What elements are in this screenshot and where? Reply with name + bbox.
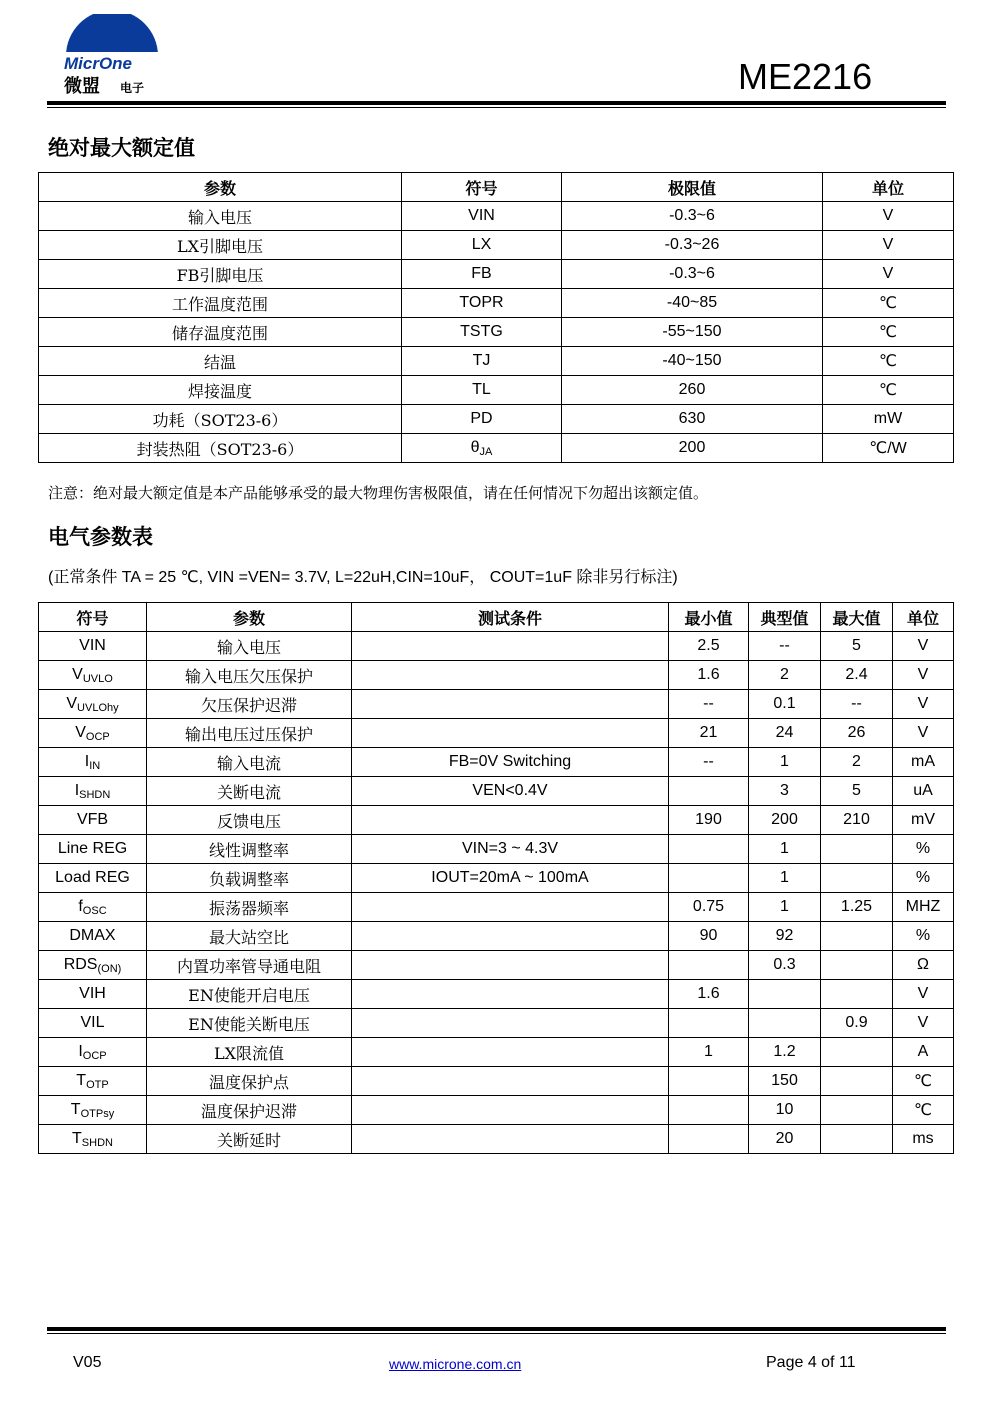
- company-logo: [62, 14, 162, 98]
- abs-max-row: [39, 434, 954, 463]
- elec-row: [39, 748, 954, 777]
- elec-row: [39, 951, 954, 980]
- elec-header-param: 参数: [147, 603, 352, 632]
- elec-typ-cell: 92: [749, 922, 821, 951]
- abs-value-cell: -40~85: [562, 289, 823, 318]
- abs-max-title: 绝对最大额定值: [48, 136, 195, 160]
- elec-symbol-cell-subscript: (ON): [97, 962, 122, 975]
- abs-symbol-cell-base: VIN: [468, 207, 495, 224]
- elec-typ-cell: 3: [749, 777, 821, 806]
- abs-symbol-cell: [402, 434, 562, 463]
- elec-header-typ: 典型值: [749, 603, 821, 632]
- abs-symbol-cell: [402, 376, 562, 405]
- logo-latin-text: MicrOne: [64, 54, 133, 73]
- elec-max-cell: [821, 922, 893, 951]
- elec-conditions: (正常条件 TA = 25 ℃, VIN =VEN= 3.7V, L=22uH,CIN=10uF， COUT=1uF 除非另行标注): [48, 569, 678, 586]
- elec-symbol-cell-subscript: OTP: [86, 1078, 109, 1091]
- elec-condition-cell: [352, 1125, 669, 1154]
- elec-row: [39, 1125, 954, 1154]
- elec-unit-cell: %: [893, 922, 954, 951]
- elec-symbol-cell-base: I: [74, 781, 80, 799]
- elec-param-cell: 内置功率管导通电阻: [147, 951, 352, 980]
- elec-row: [39, 864, 954, 893]
- elec-symbol-cell: [39, 806, 147, 835]
- abs-symbol-cell: [402, 289, 562, 318]
- abs-param-cell: 工作温度范围: [39, 289, 402, 318]
- elec-symbol-cell-base: T: [72, 1129, 82, 1147]
- elec-symbol-cell: [39, 1067, 147, 1096]
- abs-symbol-cell-base: TJ: [472, 352, 491, 369]
- elec-condition-cell: [352, 632, 669, 661]
- footer-page-number: Page 4 of 11: [766, 1354, 856, 1371]
- elec-symbol-cell-subscript: UVLO: [82, 672, 113, 685]
- abs-param-cell: LX引脚电压: [39, 231, 402, 260]
- elec-row: [39, 1096, 954, 1125]
- elec-typ-cell: [749, 1009, 821, 1038]
- elec-typ-cell: 0.3: [749, 951, 821, 980]
- abs-symbol-cell-base: TSTG: [460, 323, 503, 340]
- elec-symbol-cell: [39, 632, 147, 661]
- abs-symbol-cell-base: PD: [470, 410, 493, 427]
- elec-symbol-cell: [39, 1096, 147, 1125]
- abs-max-row: [39, 318, 954, 347]
- elec-min-cell: --: [669, 748, 749, 777]
- elec-min-cell: [669, 1067, 749, 1096]
- elec-symbol-cell-base: RDS: [63, 955, 98, 973]
- elec-symbol-cell: [39, 1125, 147, 1154]
- elec-unit-cell: V: [893, 719, 954, 748]
- header-rule-thin: [47, 107, 946, 108]
- elec-max-cell: 5: [821, 777, 893, 806]
- elec-min-cell: [669, 1009, 749, 1038]
- abs-symbol-cell: [402, 347, 562, 376]
- abs-symbol-cell: [402, 318, 562, 347]
- elec-condition-cell: [352, 690, 669, 719]
- elec-symbol-cell: [39, 835, 147, 864]
- elec-param-cell: 最大站空比: [147, 922, 352, 951]
- elec-condition-cell: [352, 922, 669, 951]
- abs-value-cell: -0.3~26: [562, 231, 823, 260]
- elec-header-condition: 测试条件: [352, 603, 669, 632]
- elec-symbol-cell-subscript: IN: [89, 759, 101, 772]
- elec-symbol-cell-base: VIN: [79, 637, 106, 654]
- elec-row: [39, 922, 954, 951]
- elec-condition-cell: [352, 951, 669, 980]
- elec-min-cell: 190: [669, 806, 749, 835]
- elec-min-cell: 1.6: [669, 980, 749, 1009]
- elec-min-cell: [669, 1125, 749, 1154]
- elec-unit-cell: V: [893, 1009, 954, 1038]
- abs-unit-cell: V: [823, 202, 954, 231]
- elec-min-cell: 1.6: [669, 661, 749, 690]
- abs-symbol-cell-base: θ: [470, 438, 480, 456]
- abs-unit-cell: ℃: [823, 347, 954, 376]
- elec-row: [39, 806, 954, 835]
- abs-param-cell: 封装热阻（SOT23-6）: [39, 434, 402, 463]
- elec-max-cell: 2.4: [821, 661, 893, 690]
- abs-unit-cell: mW: [823, 405, 954, 434]
- elec-max-cell: [821, 1067, 893, 1096]
- elec-condition-cell: [352, 1096, 669, 1125]
- elec-condition-cell: VEN<0.4V: [352, 777, 669, 806]
- document-title: ME2216: [738, 56, 873, 97]
- elec-row: [39, 835, 954, 864]
- elec-symbol-cell-base: VIL: [80, 1014, 105, 1031]
- logo-cn-small-text: 电子: [120, 81, 145, 95]
- elec-max-cell: 1.25: [821, 893, 893, 922]
- abs-param-cell: 功耗（SOT23-6）: [39, 405, 402, 434]
- elec-symbol-cell-base: V: [66, 694, 78, 712]
- abs-unit-cell: V: [823, 231, 954, 260]
- elec-min-cell: [669, 835, 749, 864]
- elec-unit-cell: uA: [893, 777, 954, 806]
- elec-header-min: 最小值: [669, 603, 749, 632]
- abs-unit-cell: ℃/W: [823, 434, 954, 463]
- elec-typ-cell: 1: [749, 748, 821, 777]
- elec-symbol-cell-base: I: [84, 752, 90, 770]
- elec-row: [39, 661, 954, 690]
- elec-header-row: [39, 603, 954, 632]
- elec-symbol-cell-subscript: OSC: [82, 904, 107, 917]
- elec-typ-cell: 2: [749, 661, 821, 690]
- elec-unit-cell: Ω: [893, 951, 954, 980]
- elec-param-cell: 输入电压欠压保护: [147, 661, 352, 690]
- abs-header-unit: 单位: [823, 173, 954, 202]
- elec-max-cell: 2: [821, 748, 893, 777]
- elec-param-cell: 关断延时: [147, 1125, 352, 1154]
- elec-param-cell: 温度保护迟滞: [147, 1096, 352, 1125]
- abs-symbol-cell-base: LX: [471, 236, 492, 253]
- abs-max-row: [39, 260, 954, 289]
- elec-min-cell: 90: [669, 922, 749, 951]
- elec-param-cell: 负载调整率: [147, 864, 352, 893]
- abs-symbol-cell: [402, 260, 562, 289]
- elec-unit-cell: V: [893, 980, 954, 1009]
- header-rule-thick: [47, 101, 946, 105]
- elec-condition-cell: [352, 980, 669, 1009]
- elec-row: [39, 632, 954, 661]
- elec-symbol-cell-base: T: [70, 1100, 81, 1118]
- elec-row: [39, 1038, 954, 1067]
- elec-symbol-cell: [39, 661, 147, 690]
- elec-symbol-cell: [39, 690, 147, 719]
- abs-max-note: 注意：绝对最大额定值是本产品能够承受的最大物理伤害极限值，请在任何情况下勿超出该额定值。: [48, 484, 709, 502]
- abs-value-cell: -40~150: [562, 347, 823, 376]
- logo-cn-text: 微盟: [64, 76, 100, 97]
- elec-max-cell: [821, 1125, 893, 1154]
- elec-unit-cell: A: [893, 1038, 954, 1067]
- elec-max-cell: [821, 835, 893, 864]
- elec-symbol-cell-subscript: SHDN: [81, 1136, 113, 1149]
- elec-symbol-cell-base: V: [72, 665, 83, 683]
- elec-unit-cell: %: [893, 864, 954, 893]
- elec-typ-cell: 10: [749, 1096, 821, 1125]
- elec-typ-cell: 150: [749, 1067, 821, 1096]
- elec-symbol-cell: [39, 777, 147, 806]
- elec-row: [39, 980, 954, 1009]
- elec-table: [38, 602, 954, 1154]
- elec-max-cell: 5: [821, 632, 893, 661]
- abs-value-cell: 200: [562, 434, 823, 463]
- elec-param-cell: 输入电压: [147, 632, 352, 661]
- elec-min-cell: [669, 1096, 749, 1125]
- abs-max-row: [39, 376, 954, 405]
- elec-row: [39, 719, 954, 748]
- elec-unit-cell: ℃: [893, 1067, 954, 1096]
- footer-rule-thin: [47, 1333, 946, 1334]
- abs-max-row: [39, 289, 954, 318]
- elec-typ-cell: 20: [749, 1125, 821, 1154]
- elec-min-cell: 1: [669, 1038, 749, 1067]
- abs-param-cell: 输入电压: [39, 202, 402, 231]
- elec-typ-cell: 1: [749, 893, 821, 922]
- elec-typ-cell: 1.2: [749, 1038, 821, 1067]
- elec-symbol-cell: [39, 893, 147, 922]
- elec-param-cell: LX限流值: [147, 1038, 352, 1067]
- elec-max-cell: 210: [821, 806, 893, 835]
- elec-min-cell: [669, 951, 749, 980]
- abs-header-param: 参数: [39, 173, 402, 202]
- elec-min-cell: 0.75: [669, 893, 749, 922]
- elec-max-cell: [821, 1038, 893, 1067]
- elec-condition-cell: [352, 719, 669, 748]
- elec-symbol-cell-base: DMAX: [69, 927, 116, 944]
- elec-condition-cell: [352, 806, 669, 835]
- elec-condition-cell: [352, 1038, 669, 1067]
- elec-row: [39, 1009, 954, 1038]
- elec-param-cell: EN使能开启电压: [147, 980, 352, 1009]
- abs-value-cell: -55~150: [562, 318, 823, 347]
- abs-symbol-cell: [402, 405, 562, 434]
- elec-condition-cell: [352, 893, 669, 922]
- abs-unit-cell: ℃: [823, 318, 954, 347]
- elec-unit-cell: %: [893, 835, 954, 864]
- abs-symbol-cell-base: FB: [471, 265, 492, 282]
- abs-max-row: [39, 202, 954, 231]
- elec-symbol-cell-subscript: SHDN: [79, 788, 111, 801]
- elec-unit-cell: mV: [893, 806, 954, 835]
- elec-min-cell: [669, 864, 749, 893]
- elec-param-cell: EN使能关断电压: [147, 1009, 352, 1038]
- elec-symbol-cell-subscript: OTPsy: [80, 1107, 115, 1120]
- elec-min-cell: 2.5: [669, 632, 749, 661]
- elec-row: [39, 777, 954, 806]
- abs-value-cell: 630: [562, 405, 823, 434]
- elec-max-cell: [821, 1096, 893, 1125]
- elec-min-cell: 21: [669, 719, 749, 748]
- abs-symbol-cell-subscript: JA: [479, 445, 493, 458]
- elec-symbol-cell-base: I: [78, 1042, 83, 1060]
- abs-value-cell: -0.3~6: [562, 202, 823, 231]
- elec-symbol-cell-base: V: [75, 723, 86, 741]
- footer-version: V05: [73, 1354, 102, 1371]
- elec-param-cell: 反馈电压: [147, 806, 352, 835]
- elec-param-cell: 输出电压过压保护: [147, 719, 352, 748]
- elec-param-cell: 输入电流: [147, 748, 352, 777]
- elec-symbol-cell: [39, 980, 147, 1009]
- elec-min-cell: --: [669, 690, 749, 719]
- elec-typ-cell: 24: [749, 719, 821, 748]
- elec-unit-cell: V: [893, 690, 954, 719]
- elec-max-cell: [821, 951, 893, 980]
- elec-symbol-cell-base: VFB: [76, 811, 109, 828]
- elec-unit-cell: V: [893, 661, 954, 690]
- elec-typ-cell: 1: [749, 835, 821, 864]
- elec-condition-cell: FB=0V Switching: [352, 748, 669, 777]
- elec-max-cell: --: [821, 690, 893, 719]
- elec-symbol-cell: [39, 719, 147, 748]
- elec-typ-cell: 200: [749, 806, 821, 835]
- abs-max-row: [39, 405, 954, 434]
- elec-typ-cell: --: [749, 632, 821, 661]
- elec-symbol-cell-base: Line REG: [57, 840, 128, 857]
- abs-unit-cell: ℃: [823, 289, 954, 318]
- elec-unit-cell: mA: [893, 748, 954, 777]
- elec-param-cell: 温度保护点: [147, 1067, 352, 1096]
- abs-symbol-cell-base: TL: [472, 381, 491, 398]
- elec-max-cell: [821, 864, 893, 893]
- elec-param-cell: 振荡器频率: [147, 893, 352, 922]
- elec-typ-cell: 0.1: [749, 690, 821, 719]
- elec-symbol-cell-base: T: [76, 1071, 87, 1089]
- abs-param-cell: 储存温度范围: [39, 318, 402, 347]
- elec-symbol-cell: [39, 864, 147, 893]
- elec-header-unit: 单位: [893, 603, 954, 632]
- elec-param-cell: 关断电流: [147, 777, 352, 806]
- elec-row: [39, 893, 954, 922]
- abs-value-cell: -0.3~6: [562, 260, 823, 289]
- elec-symbol-cell: [39, 951, 147, 980]
- elec-unit-cell: ms: [893, 1125, 954, 1154]
- abs-param-cell: FB引脚电压: [39, 260, 402, 289]
- elec-symbol-cell-subscript: OCP: [82, 1049, 107, 1062]
- elec-symbol-cell-base: VIH: [79, 985, 106, 1002]
- elec-condition-cell: VIN=3 ~ 4.3V: [352, 835, 669, 864]
- elec-symbol-cell: [39, 748, 147, 777]
- elec-param-cell: 线性调整率: [147, 835, 352, 864]
- abs-max-table: [38, 172, 954, 463]
- abs-symbol-cell: [402, 202, 562, 231]
- elec-symbol-cell: [39, 1038, 147, 1067]
- elec-typ-cell: 1: [749, 864, 821, 893]
- elec-symbol-cell-subscript: OCP: [85, 730, 110, 743]
- elec-unit-cell: MHZ: [893, 893, 954, 922]
- elec-condition-cell: [352, 661, 669, 690]
- abs-header-limit: 极限值: [562, 173, 823, 202]
- elec-max-cell: [821, 980, 893, 1009]
- elec-header-symbol: 符号: [39, 603, 147, 632]
- elec-condition-cell: [352, 1067, 669, 1096]
- elec-max-cell: 26: [821, 719, 893, 748]
- abs-symbol-cell-base: TOPR: [459, 294, 504, 311]
- footer-website-link[interactable]: www.microne.com.cn: [389, 1356, 522, 1372]
- abs-header-symbol: 符号: [402, 173, 562, 202]
- abs-value-cell: 260: [562, 376, 823, 405]
- elec-row: [39, 690, 954, 719]
- abs-max-row: [39, 347, 954, 376]
- footer-rule-thick: [47, 1327, 946, 1331]
- elec-header-max: 最大值: [821, 603, 893, 632]
- elec-condition-cell: IOUT=20mA ~ 100mA: [352, 864, 669, 893]
- abs-symbol-cell: [402, 231, 562, 260]
- abs-max-header-row: [39, 173, 954, 202]
- elec-param-cell: 欠压保护迟滞: [147, 690, 352, 719]
- elec-min-cell: [669, 777, 749, 806]
- elec-symbol-cell: [39, 922, 147, 951]
- abs-unit-cell: ℃: [823, 376, 954, 405]
- elec-title: 电气参数表: [48, 525, 153, 549]
- elec-symbol-cell: [39, 1009, 147, 1038]
- elec-unit-cell: V: [893, 632, 954, 661]
- elec-symbol-cell-base: Load REG: [55, 869, 130, 886]
- abs-param-cell: 结温: [39, 347, 402, 376]
- abs-param-cell: 焊接温度: [39, 376, 402, 405]
- abs-max-row: [39, 231, 954, 260]
- abs-unit-cell: V: [823, 260, 954, 289]
- elec-typ-cell: [749, 980, 821, 1009]
- elec-symbol-cell-subscript: UVLOhy: [77, 701, 119, 714]
- elec-unit-cell: ℃: [893, 1096, 954, 1125]
- elec-max-cell: 0.9: [821, 1009, 893, 1038]
- elec-row: [39, 1067, 954, 1096]
- elec-symbol-cell-base: f: [78, 897, 83, 915]
- elec-condition-cell: [352, 1009, 669, 1038]
